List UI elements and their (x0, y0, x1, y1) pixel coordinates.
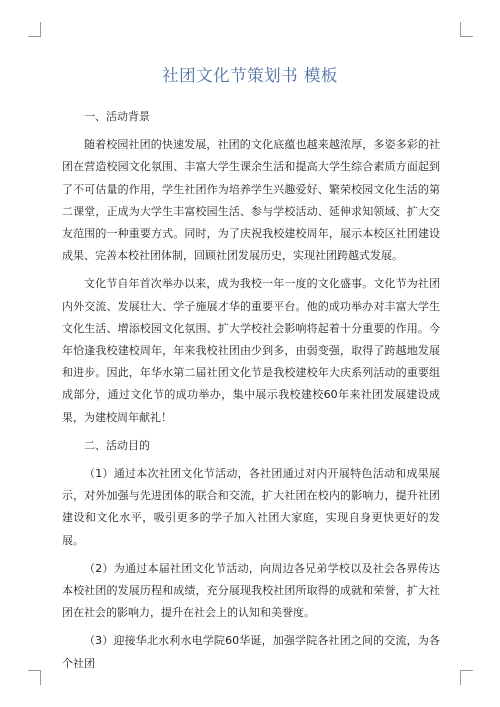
crop-mark-top-right (460, 22, 473, 37)
document-body (62, 106, 440, 680)
crop-mark-bottom-left (28, 670, 41, 685)
paragraph: （2）为通过本届社团文化节活动，向周边各兄弟学校以及社会各界传达本校社团的发展历程和成绩，充分展现我校社团所取得的成就和荣誉，扩大社团在社会的影响力，提升在社会上的认知和美誉度。 (62, 561, 440, 620)
paragraph: 文化节自年首次举办以来，成为我校一年一度的文化盛事。文化节为社团内外交流、发展壮大、学子施展才华的重要平台。他的成功举办对丰富大学生文化生活、增添校园文化氛围、扩大学校社会影响将起着十分重要的作用。今年恰逢我校建校周年，年来我校社团由少到多，由弱变强，取得了跨越地发展和进步。因此，年华水第二届社团文化节是我校建校年大庆系列活动的重要组成部分，通过文化节的成功举办，集中展示我校建校60年来社团发展建设成果，为建校周年献礼！ (62, 277, 440, 424)
paragraph: （1）通过本次社团文化节活动，各社团通过对内开展特色活动和成果展示，对外加强与先进团体的联合和交流，扩大社团在校内的影响力，提升社团建设和文化水平，吸引更多的学子加入社团大家庭，实现自身更快更好的发展。 (62, 467, 440, 547)
section-heading-purpose: 二、活动目的 (84, 438, 150, 452)
crop-mark-top-left (28, 22, 41, 37)
section-heading-background: 一、活动背景 (84, 110, 150, 123)
document-title: 社团文化节策划书 模板 (162, 66, 338, 85)
paragraph: 随着校园社团的快速发展，社团的文化底蕴也越来越浓厚，多姿多彩的社团在营造校园文化氛围、丰富大学生课余生活和提高大学生综合素质方面起到了不可估量的作用，学生社团作为培养学生兴趣爱好、繁荣校园文化生活的第二课堂，正成为大学生丰富校园生活、参与学校活动、延伸求知领域、扩大交友范围的一种重要方式。同时，为了庆祝我校建校周年，展示本校区社团建设成果、完善本校社团体制，回顾社团发展历史，实现社团跨越式发展。 (62, 138, 440, 263)
paragraph: （3）迎接华北水利水电学院60华诞，加强学院各社团之间的交流，为各个社团 (62, 634, 440, 670)
crop-mark-bottom-right (460, 670, 473, 685)
